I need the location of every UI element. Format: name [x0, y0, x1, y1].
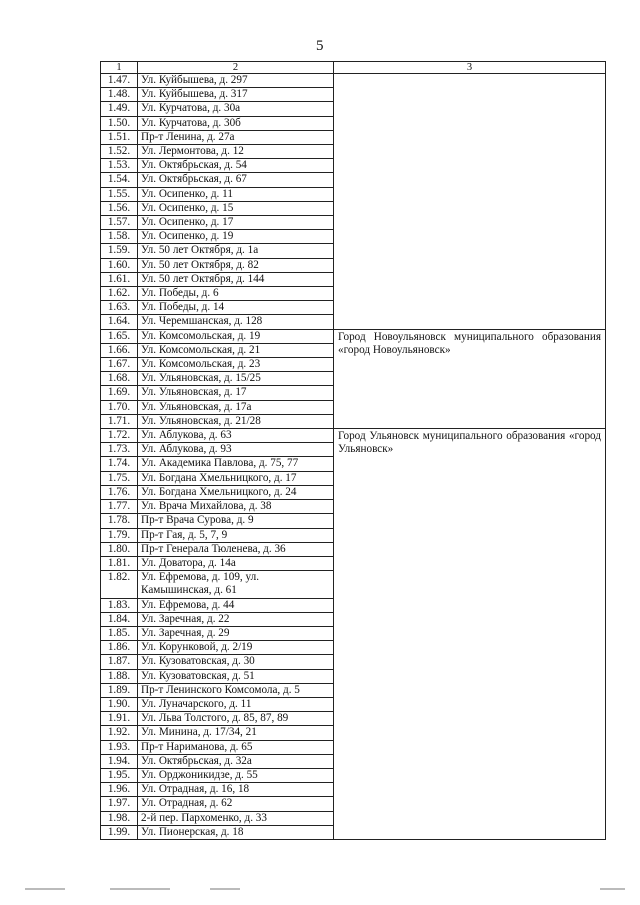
row-address: Ул. Аблукова, д. 93 — [138, 443, 334, 457]
row-number: 1.64. — [101, 315, 138, 329]
page-number: 5 — [316, 38, 324, 54]
row-number: 1.52. — [101, 145, 138, 159]
row-number: 1.58. — [101, 230, 138, 244]
row-address: 2-й пер. Пархоменко, д. 33 — [138, 811, 334, 825]
row-address: Ул. Черемшанская, д. 128 — [138, 315, 334, 329]
municipality-cell: Город Новоульяновск муниципального образования «город Новоульяновск» — [334, 329, 606, 428]
row-address: Ул. Луначарского, д. 11 — [138, 697, 334, 711]
row-number: 1.73. — [101, 443, 138, 457]
row-address: Ул. 50 лет Октября, д. 82 — [138, 258, 334, 272]
row-number: 1.50. — [101, 116, 138, 130]
row-address: Ул. Комсомольская, д. 21 — [138, 343, 334, 357]
row-number: 1.72. — [101, 429, 138, 443]
row-address: Ул. Осипенко, д. 15 — [138, 201, 334, 215]
municipality-cell: Город Ульяновск муниципального образования «город Ульяновск» — [334, 429, 606, 840]
table-header-row — [101, 62, 606, 74]
row-number: 1.65. — [101, 329, 138, 343]
row-address: Ул. Октябрьская, д. 67 — [138, 173, 334, 187]
row-number: 1.81. — [101, 556, 138, 570]
row-address: Ул. 50 лет Октября, д. 144 — [138, 272, 334, 286]
row-number: 1.96. — [101, 783, 138, 797]
row-number: 1.95. — [101, 768, 138, 782]
row-number: 1.48. — [101, 88, 138, 102]
row-number: 1.84. — [101, 612, 138, 626]
row-address: Ул. Ефремова, д. 109, ул. Камышинская, д. 61 — [138, 571, 334, 598]
row-number: 1.86. — [101, 641, 138, 655]
row-number: 1.70. — [101, 400, 138, 414]
table-row — [101, 329, 606, 343]
row-address: Ул. Отрадная, д. 62 — [138, 797, 334, 811]
row-number: 1.47. — [101, 74, 138, 88]
row-address: Ул. Курчатова, д. 30а — [138, 102, 334, 116]
row-address: Ул. Отрадная, д. 16, 18 — [138, 783, 334, 797]
row-address: Ул. Кузоватовская, д. 30 — [138, 655, 334, 669]
row-address: Ул. Аблукова, д. 63 — [138, 429, 334, 443]
row-number: 1.80. — [101, 542, 138, 556]
row-address: Ул. Победы, д. 14 — [138, 301, 334, 315]
row-address: Ул. Льва Толстого, д. 85, 87, 89 — [138, 712, 334, 726]
row-address: Ул. Ульяновская, д. 21/28 — [138, 414, 334, 428]
row-address: Пр-т Ленина, д. 27а — [138, 130, 334, 144]
row-address: Ул. Ульяновская, д. 17 — [138, 386, 334, 400]
row-number: 1.98. — [101, 811, 138, 825]
row-address: Ул. Куйбышева, д. 297 — [138, 74, 334, 88]
row-number: 1.53. — [101, 159, 138, 173]
row-number: 1.75. — [101, 471, 138, 485]
row-address: Ул. Доватора, д. 14а — [138, 556, 334, 570]
row-address: Пр-т Гая, д. 5, 7, 9 — [138, 528, 334, 542]
row-address: Ул. Комсомольская, д. 23 — [138, 358, 334, 372]
row-number: 1.88. — [101, 669, 138, 683]
row-address: Пр-т Врача Сурова, д. 9 — [138, 514, 334, 528]
row-address: Ул. Орджоникидзе, д. 55 — [138, 768, 334, 782]
header-col-3: 3 — [334, 62, 606, 74]
row-address: Ул. Октябрьская, д. 32а — [138, 754, 334, 768]
row-address: Ул. Лермонтова, д. 12 — [138, 145, 334, 159]
row-number: 1.77. — [101, 500, 138, 514]
row-number: 1.82. — [101, 571, 138, 598]
row-address: Ул. Корунковой, д. 2/19 — [138, 641, 334, 655]
row-address: Ул. Богдана Хмельницкого, д. 17 — [138, 471, 334, 485]
row-number: 1.55. — [101, 187, 138, 201]
row-number: 1.67. — [101, 358, 138, 372]
row-number: 1.79. — [101, 528, 138, 542]
row-address: Ул. Курчатова, д. 30б — [138, 116, 334, 130]
scan-edge-noise — [0, 888, 640, 894]
row-number: 1.93. — [101, 740, 138, 754]
row-address: Ул. Ефремова, д. 44 — [138, 598, 334, 612]
row-number: 1.51. — [101, 130, 138, 144]
row-number: 1.78. — [101, 514, 138, 528]
table-row — [101, 74, 606, 88]
row-address: Ул. Академика Павлова, д. 75, 77 — [138, 457, 334, 471]
row-address: Ул. Ульяновская, д. 15/25 — [138, 372, 334, 386]
row-number: 1.60. — [101, 258, 138, 272]
row-address: Пр-т Нариманова, д. 65 — [138, 740, 334, 754]
row-address: Ул. Победы, д. 6 — [138, 287, 334, 301]
row-number: 1.91. — [101, 712, 138, 726]
row-number: 1.85. — [101, 626, 138, 640]
row-address: Ул. Ульяновская, д. 17а — [138, 400, 334, 414]
header-col-1: 1 — [101, 62, 138, 74]
row-number: 1.83. — [101, 598, 138, 612]
municipality-cell — [334, 74, 606, 330]
row-address: Ул. Кузоватовская, д. 51 — [138, 669, 334, 683]
row-address: Ул. Заречная, д. 22 — [138, 612, 334, 626]
row-number: 1.68. — [101, 372, 138, 386]
row-number: 1.87. — [101, 655, 138, 669]
row-number: 1.74. — [101, 457, 138, 471]
row-number: 1.61. — [101, 272, 138, 286]
row-number: 1.90. — [101, 697, 138, 711]
row-number: 1.59. — [101, 244, 138, 258]
row-address: Ул. Заречная, д. 29 — [138, 626, 334, 640]
row-address: Ул. Богдана Хмельницкого, д. 24 — [138, 485, 334, 499]
row-address: Ул. Врача Михайлова, д. 38 — [138, 500, 334, 514]
row-address: Ул. Осипенко, д. 17 — [138, 216, 334, 230]
row-number: 1.66. — [101, 343, 138, 357]
row-address: Ул. Осипенко, д. 11 — [138, 187, 334, 201]
row-number: 1.71. — [101, 414, 138, 428]
row-number: 1.49. — [101, 102, 138, 116]
row-number: 1.92. — [101, 726, 138, 740]
row-address: Ул. Осипенко, д. 19 — [138, 230, 334, 244]
row-address: Ул. Пионерская, д. 18 — [138, 825, 334, 839]
row-number: 1.69. — [101, 386, 138, 400]
row-address: Ул. Комсомольская, д. 19 — [138, 329, 334, 343]
row-address: Ул. Минина, д. 17/34, 21 — [138, 726, 334, 740]
row-number: 1.99. — [101, 825, 138, 839]
row-number: 1.94. — [101, 754, 138, 768]
row-address: Пр-т Ленинского Комсомола, д. 5 — [138, 683, 334, 697]
row-number: 1.97. — [101, 797, 138, 811]
row-address: Ул. 50 лет Октября, д. 1а — [138, 244, 334, 258]
row-address: Пр-т Генерала Тюленева, д. 36 — [138, 542, 334, 556]
row-number: 1.54. — [101, 173, 138, 187]
address-table — [100, 61, 606, 840]
row-number: 1.56. — [101, 201, 138, 215]
row-number: 1.63. — [101, 301, 138, 315]
table-row — [101, 429, 606, 443]
header-col-2: 2 — [138, 62, 334, 74]
row-number: 1.89. — [101, 683, 138, 697]
row-number: 1.62. — [101, 287, 138, 301]
row-address: Ул. Куйбышева, д. 317 — [138, 88, 334, 102]
row-address: Ул. Октябрьская, д. 54 — [138, 159, 334, 173]
row-number: 1.76. — [101, 485, 138, 499]
row-number: 1.57. — [101, 216, 138, 230]
